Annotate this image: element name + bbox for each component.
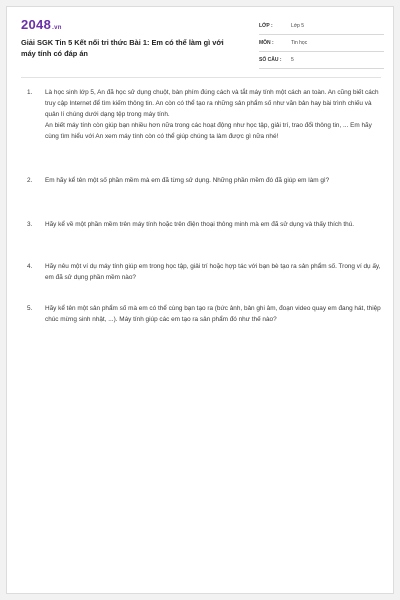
logo-main: 2048 [21,17,52,32]
question-number: 5. [27,305,33,312]
question-item [21,219,383,261]
question-item [21,175,383,219]
question-paragraph: Là học sinh lớp 5, An đã học sử dụng chuột, bàn phím đúng cách và tắt máy tính một cách an toàn. An cũng biết cách truy cập Internet để tìm kiếm thông tin. An còn có thể tạo ra những sản phẩm số như văn bản hay bài trình chiếu và quản lí chúng dưới dạng tệp trong máy tính. [45,89,379,118]
meta-label: LỚP : [259,23,273,29]
question-paragraph: Hãy kể về một phần mềm trên máy tính hoặc trên điện thoại thông minh mà em đã sử dụng và thấy thích thú. [45,221,355,228]
logo-tld: .vn [52,25,62,31]
question-item [21,87,383,175]
question-text [45,303,383,325]
meta-label: MÔN : [259,40,274,46]
question-list [21,87,383,343]
question-text [45,175,383,186]
question-item [21,261,383,303]
meta-value: 5 [291,57,294,63]
question-number: 1. [27,89,33,96]
meta-value: Tin học [291,40,308,46]
question-number: 2. [27,177,33,184]
worksheet-header [7,7,395,77]
question-number: 3. [27,221,33,228]
question-paragraph: Hãy nêu một ví dụ máy tính giúp em trong học tập, giải trí hoặc hợp tác với bạn bè tạo ra sản phẩm số. Trong ví dụ ấy, em đã sử dụng phần mềm nào? [45,263,381,281]
site-logo[interactable] [21,17,62,32]
meta-row-class [259,19,384,35]
question-paragraph: An biết máy tính còn giúp bạn nhiều hơn nữa trong các hoạt động như học tập, giải trí, trao đổi thông tin, ... Em hãy cùng tìm hiểu với An xem máy tính còn có thể giúp chúng ta làm được gì nữa nhé! [45,122,372,140]
question-number: 4. [27,263,33,270]
meta-row-question-count [259,53,384,69]
question-paragraph: Hãy kể tên một sản phẩm số mà em có thể cùng bạn tạo ra (bức ảnh, bản ghi âm, đoạn video quay em đang hát, thiệp chúc mừng sinh nhật, ...). Máy tính giúp các em tạo ra sản phẩm đó như thế nào? [45,305,381,323]
question-text [45,219,383,230]
question-item [21,303,383,343]
question-text [45,87,383,142]
meta-label: SỐ CÂU : [259,57,282,63]
question-paragraph: Em hãy kể tên một số phần mềm mà em đã từng sử dụng. Những phần mềm đó đã giúp em làm gì? [45,177,330,184]
meta-row-subject [259,36,384,52]
meta-info [259,19,384,70]
document-title: Giải SGK Tin 5 Kết nối tri thức Bài 1: Em có thể làm gì với máy tính có đáp án [21,38,224,58]
meta-value: Lớp 5 [291,23,305,29]
worksheet-page [6,6,394,594]
question-text [45,261,383,283]
header-divider [21,77,381,78]
